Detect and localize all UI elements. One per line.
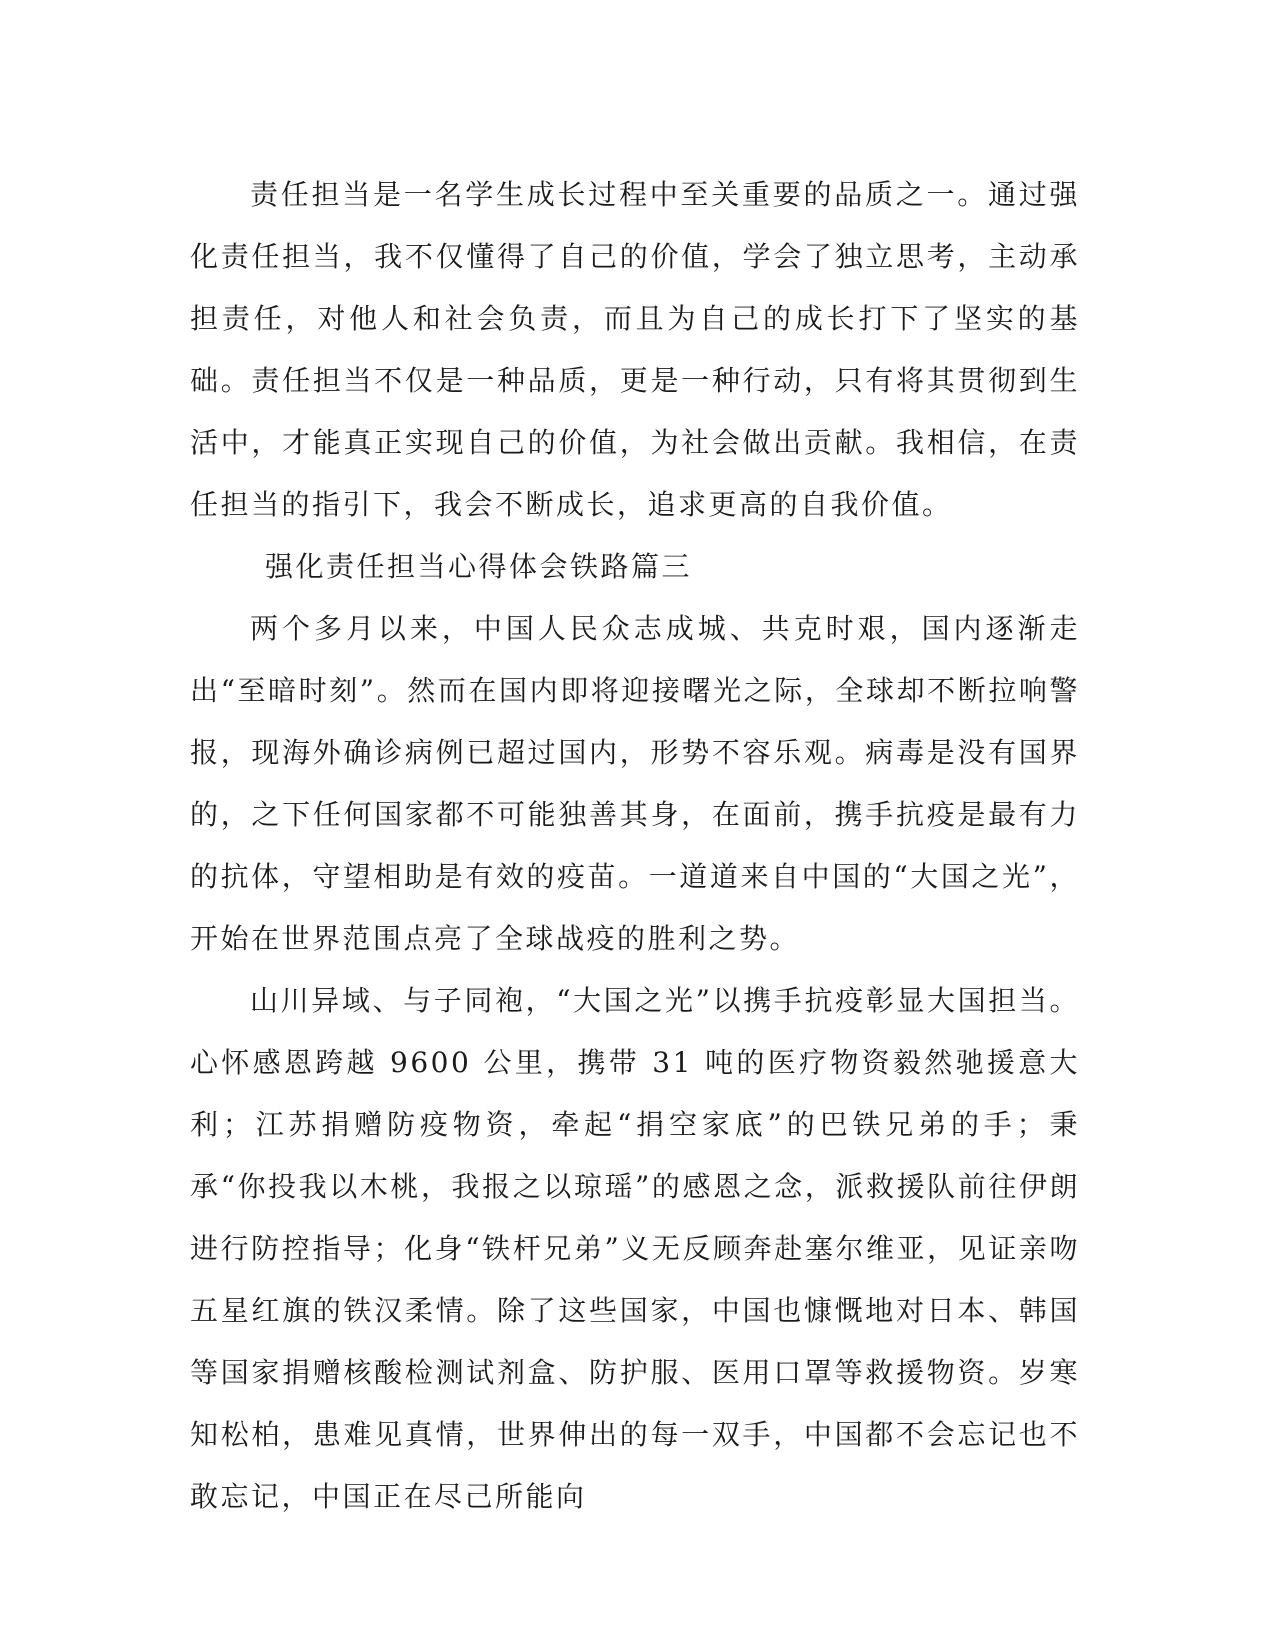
section-title: 强化责任担当心得体会铁路篇三: [265, 550, 693, 583]
document-body: [190, 164, 1080, 1528]
paragraph-aid: 山川异域、与子同袍，“大国之光”以携手抗疫彰显大国担当。心怀感恩跨越 9600 公里，携带 31 吨的医疗物资毅然驰援意大利；江苏捐赠防疫物资，牵起“捐空家底”的巴铁兄弟的手；秉承“你投我以木桃，我报之以琼瑶”的感恩之念，派救援队前往伊朗进行防控指导；化身“铁杆兄弟”义无反顾奔赴塞尔维亚，见证亲吻五星红旗的铁汉柔情。除了这些国家，中国也慷慨地对日本、韩国等国家捐赠核酸检测试剂盒、防护服、医用口罩等救援物资。岁寒知松柏，患难见真情，世界伸出的每一双手，中国都不会忘记也不敢忘记，中国正在尽己所能向: [190, 984, 1080, 1513]
paragraph-pandemic: 两个多月以来，中国人民众志成城、共克时艰，国内逐渐走出“至暗时刻”。然而在国内即将迎接曙光之际，全球却不断拉响警报，现海外确诊病例已超过国内，形势不容乐观。病毒是没有国界的，之下任何国家都不可能独善其身，在面前，携手抗疫是最有力的抗体，守望相助是有效的疫苗。一道道来自中国的“大国之光”，开始在世界范围点亮了全球战疫的胜利之势。: [190, 612, 1080, 955]
paragraph-responsibility: 责任担当是一名学生成长过程中至关重要的品质之一。通过强化责任担当，我不仅懂得了自己的价值，学会了独立思考，主动承担责任，对他人和社会负责，而且为自己的成长打下了坚实的基础。责任担当不仅是一种品质，更是一种行动，只有将其贯彻到生活中，才能真正实现自己的价值，为社会做出贡献。我相信，在责任担当的指引下，我会不断成长，追求更高的自我价值。: [190, 178, 1080, 521]
